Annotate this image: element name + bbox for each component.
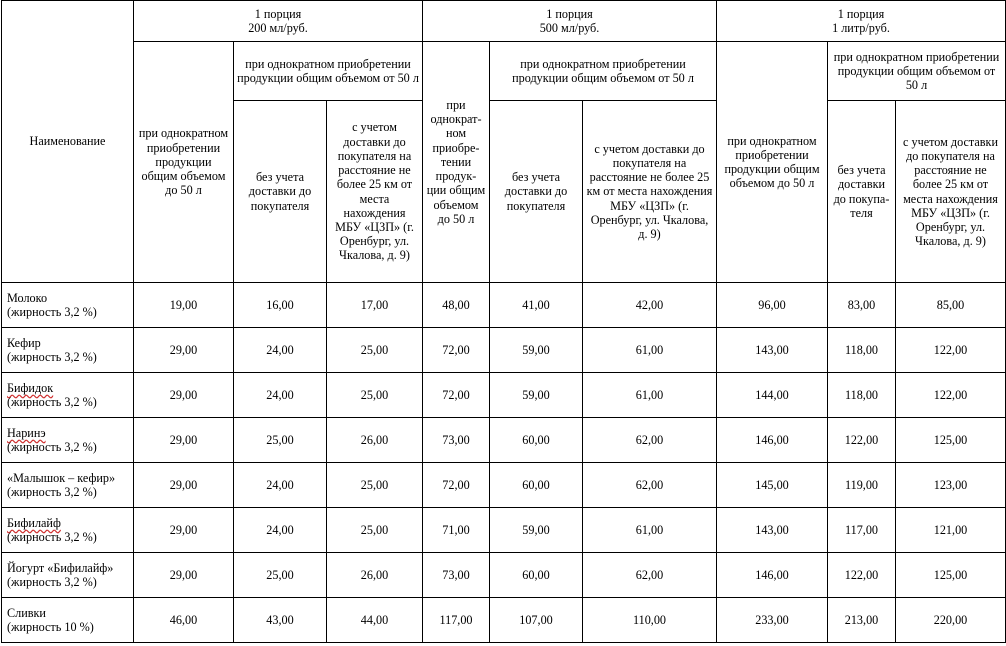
- price-cell: 29,00: [134, 328, 234, 373]
- header-200-no-delivery: без учета доставки до покупателя: [234, 101, 327, 283]
- group-200-line1: 1 порция: [254, 6, 302, 21]
- product-name: Молоко: [7, 290, 48, 305]
- price-cell: 61,00: [583, 373, 717, 418]
- price-cell: 62,00: [583, 553, 717, 598]
- price-cell: 29,00: [134, 508, 234, 553]
- price-cell: 146,00: [717, 553, 828, 598]
- price-cell: 61,00: [583, 508, 717, 553]
- product-name-cell: [2, 508, 134, 553]
- price-cell: 25,00: [234, 553, 327, 598]
- header-500-no-delivery: без учета доставки до покупателя: [490, 101, 583, 283]
- price-cell: 24,00: [234, 508, 327, 553]
- price-cell: 85,00: [896, 283, 1006, 328]
- price-cell: 24,00: [234, 328, 327, 373]
- price-cell: 59,00: [490, 373, 583, 418]
- product-name: Наринэ: [7, 425, 46, 440]
- group-200-line2: 200 мл/руб.: [248, 21, 308, 35]
- group-1l-line1: 1 порция: [837, 6, 885, 21]
- product-name: Кефир: [7, 335, 41, 350]
- price-cell: 24,00: [234, 373, 327, 418]
- group-1l-line2: 1 литр/руб.: [832, 21, 890, 35]
- product-fat: (жирность 3,2 %): [7, 530, 97, 544]
- table-row: [2, 373, 1006, 418]
- price-cell: 117,00: [828, 508, 896, 553]
- price-cell: 72,00: [423, 373, 490, 418]
- price-cell: 17,00: [327, 283, 423, 328]
- price-cell: 123,00: [896, 463, 1006, 508]
- product-fat: (жирность 3,2 %): [7, 440, 97, 454]
- price-cell: 29,00: [134, 418, 234, 463]
- product-name-cell: [2, 598, 134, 643]
- product-fat: (жирность 10 %): [7, 620, 94, 634]
- header-1l-over-50: при однократном приобретении продукции общим объемом от 50 л: [828, 42, 1006, 101]
- product-name-cell: [2, 463, 134, 508]
- header-name-col: Наименование: [2, 1, 134, 283]
- price-cell: 59,00: [490, 508, 583, 553]
- product-name-cell: [2, 418, 134, 463]
- header-group-1l: [717, 1, 1006, 42]
- table-row: [2, 418, 1006, 463]
- price-cell: 48,00: [423, 283, 490, 328]
- price-cell: 107,00: [490, 598, 583, 643]
- price-cell: 125,00: [896, 553, 1006, 598]
- price-cell: 146,00: [717, 418, 828, 463]
- price-cell: 59,00: [490, 328, 583, 373]
- price-cell: 29,00: [134, 553, 234, 598]
- header-500-over-50: при однократном приобретении продукции общим объемом от 50 л: [490, 42, 717, 101]
- header-200-under-50: при однократном приобретении продукции общим объемом до 50 л: [134, 42, 234, 283]
- price-cell: 44,00: [327, 598, 423, 643]
- price-cell: 16,00: [234, 283, 327, 328]
- price-cell: 19,00: [134, 283, 234, 328]
- group-500-line1: 1 порция: [546, 6, 593, 21]
- price-cell: 125,00: [896, 418, 1006, 463]
- price-cell: 83,00: [828, 283, 896, 328]
- product-fat: (жирность 3,2 %): [7, 350, 97, 364]
- price-cell: 61,00: [583, 328, 717, 373]
- price-cell: 29,00: [134, 463, 234, 508]
- price-cell: 122,00: [896, 328, 1006, 373]
- header-500-with-delivery: с учетом доставки до покупателя на расстояние не более 25 км от места нахождения МБУ «ЦЗП» (г. Оренбург, ул. Чкалова, д. 9): [583, 101, 717, 283]
- price-cell: 60,00: [490, 463, 583, 508]
- header-1l-no-delivery: без учета доставки до покупа-теля: [828, 101, 896, 283]
- product-name-cell: [2, 283, 134, 328]
- table-row: [2, 328, 1006, 373]
- price-cell: 117,00: [423, 598, 490, 643]
- group-500-line2: 500 мл/руб.: [539, 21, 600, 35]
- product-name-cell: [2, 553, 134, 598]
- price-cell: 25,00: [327, 373, 423, 418]
- price-cell: 42,00: [583, 283, 717, 328]
- table-row: [2, 598, 1006, 643]
- table-row: [2, 283, 1006, 328]
- price-cell: 122,00: [828, 553, 896, 598]
- header-200-over-50: при однократном приобретении продукции общим объемом от 50 л: [234, 42, 423, 101]
- price-cell: 24,00: [234, 463, 327, 508]
- product-fat: (жирность 3,2 %): [7, 575, 97, 589]
- price-cell: 213,00: [828, 598, 896, 643]
- price-cell: 145,00: [717, 463, 828, 508]
- price-cell: 233,00: [717, 598, 828, 643]
- price-cell: 118,00: [828, 373, 896, 418]
- price-cell: 29,00: [134, 373, 234, 418]
- product-fat: (жирность 3,2 %): [7, 305, 97, 319]
- price-cell: 143,00: [717, 328, 828, 373]
- header-group-500ml: [423, 1, 717, 42]
- price-cell: 73,00: [423, 553, 490, 598]
- price-cell: 122,00: [896, 373, 1006, 418]
- product-name-cell: [2, 328, 134, 373]
- price-cell: 72,00: [423, 328, 490, 373]
- price-cell: 122,00: [828, 418, 896, 463]
- price-cell: 118,00: [828, 328, 896, 373]
- price-cell: 62,00: [583, 418, 717, 463]
- price-cell: 143,00: [717, 508, 828, 553]
- table-row: [2, 508, 1006, 553]
- price-cell: 25,00: [327, 328, 423, 373]
- price-cell: 119,00: [828, 463, 896, 508]
- price-cell: 25,00: [234, 418, 327, 463]
- header-200-with-delivery: с учетом доставки до покупателя на расстояние не более 25 км от места нахождения МБУ «ЦЗП» (г. Оренбург, ул. Чкалова, д. 9): [327, 101, 423, 283]
- price-cell: 72,00: [423, 463, 490, 508]
- product-fat: (жирность 3,2 %): [7, 395, 97, 409]
- price-cell: 121,00: [896, 508, 1006, 553]
- price-cell: 62,00: [583, 463, 717, 508]
- product-name: Бифидок: [7, 380, 54, 395]
- price-cell: 26,00: [327, 418, 423, 463]
- price-cell: 60,00: [490, 418, 583, 463]
- price-cell: 96,00: [717, 283, 828, 328]
- product-name: Йогурт «Бифилайф»: [7, 560, 114, 575]
- price-cell: 43,00: [234, 598, 327, 643]
- product-name: «Малышок – кефир»: [7, 470, 116, 485]
- price-cell: 25,00: [327, 508, 423, 553]
- header-1l-under-50: при однократном приобретении продукции общим объемом до 50 л: [717, 42, 828, 283]
- price-cell: 26,00: [327, 553, 423, 598]
- price-cell: 25,00: [327, 463, 423, 508]
- table-row: [2, 553, 1006, 598]
- price-cell: 71,00: [423, 508, 490, 553]
- header-1l-with-delivery: с учетом доставки до покупателя на расстояние не более 25 км от места нахождения МБУ «ЦЗП» (г. Оренбург, ул. Чкалова, д. 9): [896, 101, 1006, 283]
- header-group-200ml: [134, 1, 423, 42]
- price-cell: 110,00: [583, 598, 717, 643]
- header-500-under-50: при однократ-ном приобре-тении продук-ции общим объемом до 50 л: [423, 42, 490, 283]
- product-name-cell: [2, 373, 134, 418]
- price-cell: 60,00: [490, 553, 583, 598]
- table-row: [2, 463, 1006, 508]
- product-fat: (жирность 3,2 %): [7, 485, 97, 499]
- price-cell: 46,00: [134, 598, 234, 643]
- price-table: [1, 0, 1006, 643]
- product-name: Сливки: [7, 605, 46, 620]
- price-cell: 41,00: [490, 283, 583, 328]
- price-cell: 73,00: [423, 418, 490, 463]
- product-name: Бифилайф: [7, 515, 61, 530]
- price-cell: 144,00: [717, 373, 828, 418]
- price-cell: 220,00: [896, 598, 1006, 643]
